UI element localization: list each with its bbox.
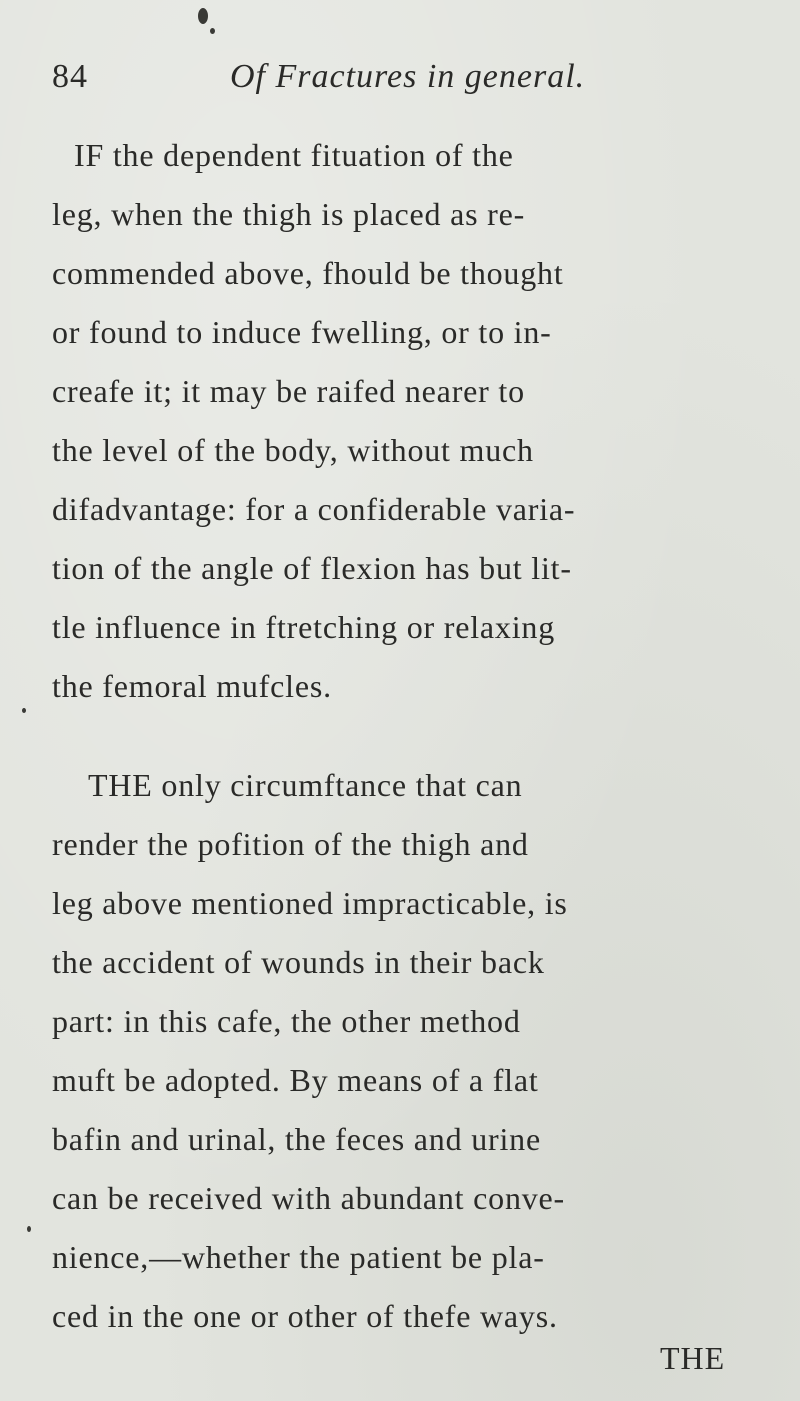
paper-speck bbox=[198, 8, 208, 24]
paper-speck bbox=[27, 1226, 31, 1232]
text-line: muft be adopted. By means of a flat bbox=[52, 1062, 539, 1098]
text-line: leg, when the thigh is placed as re- bbox=[52, 196, 526, 232]
text-line: render the pofition of the thigh and bbox=[52, 826, 529, 862]
text-line: tion of the angle of flexion has but lit- bbox=[52, 550, 572, 586]
running-title: Of Fractures in general. bbox=[230, 58, 586, 95]
text-line: IF the dependent fituation of the bbox=[74, 137, 514, 173]
page-number: 84 bbox=[52, 58, 88, 95]
paper-speck bbox=[210, 28, 215, 34]
text-line: ced in the one or other of thefe ways. bbox=[52, 1298, 558, 1334]
text-line: the femoral mufcles. bbox=[52, 668, 332, 704]
catchword: THE bbox=[660, 1340, 726, 1376]
text-line: difadvantage: for a confiderable varia- bbox=[52, 491, 576, 527]
text-line: the level of the body, without much bbox=[52, 432, 534, 468]
text-line: creafe it; it may be raifed nearer to bbox=[52, 373, 525, 409]
page-header bbox=[52, 58, 752, 108]
text-line: leg above mentioned impracticable, is bbox=[52, 885, 568, 921]
text-line: the accident of wounds in their back bbox=[52, 944, 545, 980]
text-line: can be received with abundant conve- bbox=[52, 1180, 566, 1216]
text-line: part: in this cafe, the other method bbox=[52, 1003, 521, 1039]
text-line: or found to induce fwelling, or to in- bbox=[52, 314, 552, 350]
text-line: commended above, fhould be thought bbox=[52, 255, 564, 291]
paper-speck bbox=[22, 708, 26, 713]
text-line: THE only circumftance that can bbox=[88, 767, 523, 803]
text-line: tle influence in ftretching or relaxing bbox=[52, 609, 556, 645]
text-line: nience,—whether the patient be pla- bbox=[52, 1239, 545, 1275]
text-line: bafin and urinal, the feces and urine bbox=[52, 1121, 541, 1157]
